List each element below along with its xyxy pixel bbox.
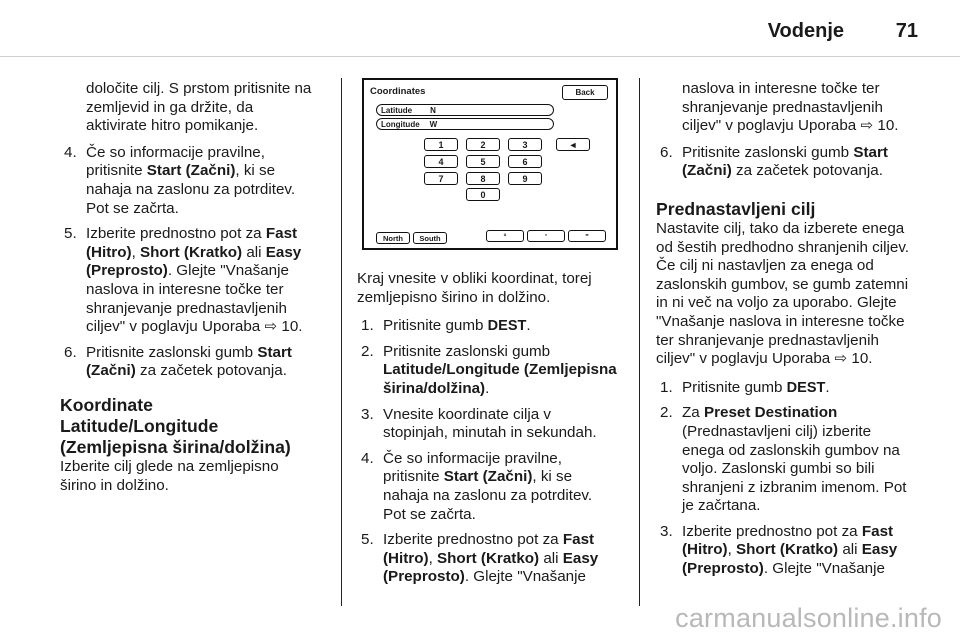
text-line: Izberite prednostno pot za Fast	[682, 522, 894, 540]
text-line: (Preprosto). Glejte "Vnašanje	[383, 568, 586, 586]
minute-button: '	[527, 230, 565, 242]
text-line: Če so informacije pravilne,	[383, 449, 562, 467]
item-number: 6.	[660, 143, 673, 161]
text-line: (Začni) za začetek potovanja.	[682, 162, 883, 180]
back-button: Back	[562, 85, 608, 100]
item-number: 3.	[660, 522, 673, 540]
list-item-6	[656, 144, 926, 181]
text-line: Če so informacije pravilne,	[86, 143, 265, 161]
item-number: 4.	[64, 143, 77, 161]
text-line: Vnesite koordinate cilja v	[383, 405, 551, 423]
key-6: 6	[508, 155, 542, 168]
list-item-1	[656, 379, 926, 398]
list-item-3	[656, 523, 926, 579]
figure-title: Coordinates	[370, 86, 426, 97]
reference-arrow-icon: ⇨	[834, 350, 848, 368]
item-number: 6.	[64, 343, 77, 361]
list-item-5	[60, 225, 335, 337]
text-line: Za Preset Destination	[682, 404, 838, 422]
text-line: shranjevanje prednastavljenih	[86, 299, 287, 317]
text-line: Pritisnite gumb DEST.	[682, 378, 830, 396]
button-reference: Start (Začni)	[146, 162, 236, 180]
text-line: voljo. Zaslonski gumbi so bili	[682, 460, 875, 478]
section-heading: Koordinate Latitude/Longitude (Zemljepisna širina/dolžina)	[60, 394, 291, 457]
key-0: 0	[466, 188, 500, 201]
latitude-field: Latitude N	[376, 104, 554, 116]
text-line: enega od zaslonskih gumbov na	[682, 441, 900, 459]
column-divider-1	[341, 78, 342, 606]
text-line: shranjeni z izbranim imenom. Pot	[682, 478, 907, 496]
key-1: 1	[424, 138, 458, 151]
key-4: 4	[424, 155, 458, 168]
list-item-1	[357, 317, 632, 336]
text-line: (Hitro), Short (Kratko) ali Easy	[682, 541, 898, 559]
section-title: Vodenje	[767, 20, 844, 42]
header-rule	[0, 56, 960, 57]
item-number: 2.	[361, 342, 374, 360]
text-line: Pot se začrta.	[383, 505, 476, 523]
list-item-2	[656, 404, 926, 516]
list-item-4	[60, 144, 335, 218]
coordinates-screen-figure	[362, 78, 618, 250]
text-line: (Hitro), Short (Kratko) ali Easy	[383, 549, 599, 567]
longitude-field: Longitude W	[376, 118, 554, 130]
reference-arrow-icon: ⇨	[264, 318, 278, 336]
text-line: ciljev" v poglavju Uporaba ⇨ 10.	[86, 318, 303, 336]
text-line: nahaja na zaslonu za potrditev.	[383, 486, 593, 504]
text-line: Izberite prednostno pot za Fast	[383, 531, 595, 549]
list-item-5	[357, 531, 632, 587]
text-line: zemljevid in ga držite, da	[86, 98, 254, 116]
section-heading: Prednastavljeni cilj	[656, 198, 816, 219]
text-line: Pritisnite zaslonski gumb Start	[682, 143, 888, 161]
column-2	[357, 270, 632, 594]
text-line: (Prednastavljeni cilj) izberite	[682, 422, 872, 440]
second-button: "	[568, 230, 606, 242]
continuation: naslova in interesne točke ter shranjevanje prednastavljenih ciljev" v poglavju Uporaba ⇨ 10.	[682, 80, 899, 135]
item-number: 4.	[361, 449, 374, 467]
column-divider-2	[639, 78, 640, 606]
text-line: Pritisnite zaslonski gumb Start	[86, 343, 292, 361]
item-number: 2.	[660, 404, 673, 422]
page-number: 71	[895, 20, 918, 42]
list-item-6	[60, 344, 335, 381]
degree-button: °	[486, 230, 524, 242]
text-line: (Preprosto). Glejte "Vnašanje	[682, 560, 885, 578]
list-item-3	[357, 406, 632, 443]
item-number: 5.	[361, 531, 374, 549]
text-line: je začrtana.	[682, 497, 761, 515]
key-2: 2	[466, 138, 500, 151]
section-body: Izberite cilj glede na zemljepisno širino in dolžino.	[60, 457, 279, 494]
key-8: 8	[466, 172, 500, 185]
text-line: (Hitro), Short (Kratko) ali Easy	[86, 243, 302, 261]
list-item-2	[357, 343, 632, 399]
text-line: Pritisnite zaslonski gumb	[383, 342, 551, 360]
column-1	[60, 80, 335, 495]
page-header	[0, 0, 960, 56]
text-line: Latitude/Longitude (Zemljepisna	[383, 361, 617, 379]
text-line: Pot se začrta.	[86, 199, 179, 217]
column-3	[656, 80, 926, 586]
key-5: 5	[466, 155, 500, 168]
text-line: širina/dolžina).	[383, 379, 490, 397]
text-line: določite cilj. S prstom pritisnite na	[86, 80, 312, 97]
text-line: nahaja na zaslonu za potrditev.	[86, 180, 296, 198]
item-number: 1.	[361, 317, 374, 335]
backspace-key: ◄	[556, 138, 590, 151]
intro-text: Kraj vnesite v obliki koordinat, torej zemljepisno širino in dolžino.	[357, 270, 592, 306]
text-line: aktivirate hitro pomikanje.	[86, 117, 259, 135]
text-line: pritisnite Start (Začni), ki se	[86, 162, 276, 180]
item-number: 5.	[64, 225, 77, 243]
item-number: 1.	[660, 378, 673, 396]
text-line: (Začni) za začetek potovanja.	[86, 362, 287, 380]
text-line: Pritisnite gumb DEST.	[383, 317, 531, 335]
key-7: 7	[424, 172, 458, 185]
south-button: South	[413, 232, 447, 244]
section-body: Nastavite cilj, tako da izberete enega od šestih predhodno shranjenih ciljev. Če cilj ni nastavljen za enega od zaslonskih gumbov, se gumb zatemni in ni več na voljo za uporabo. Glejte "Vnašanje naslova in interesne točke ter shranjevanje prednastavljenih ciljev" v poglavju Uporaba ⇨ 10.	[656, 219, 910, 368]
list-item-4	[357, 450, 632, 524]
text-line: (Preprosto). Glejte "Vnašanje	[86, 262, 289, 280]
text-line: naslova in interesne točke ter	[86, 280, 284, 298]
key-9: 9	[508, 172, 542, 185]
north-button: North	[376, 232, 410, 244]
reference-arrow-icon: ⇨	[860, 117, 874, 135]
text-line: Izberite prednostno pot za Fast	[86, 225, 298, 243]
text-line: stopinjah, minutah in sekundah.	[383, 424, 597, 442]
text-line: pritisnite Start (Začni), ki se	[383, 468, 573, 486]
item-number: 3.	[361, 405, 374, 423]
key-3: 3	[508, 138, 542, 151]
watermark: carmanualsonline.info	[675, 603, 942, 633]
intro-continuation	[60, 80, 335, 136]
